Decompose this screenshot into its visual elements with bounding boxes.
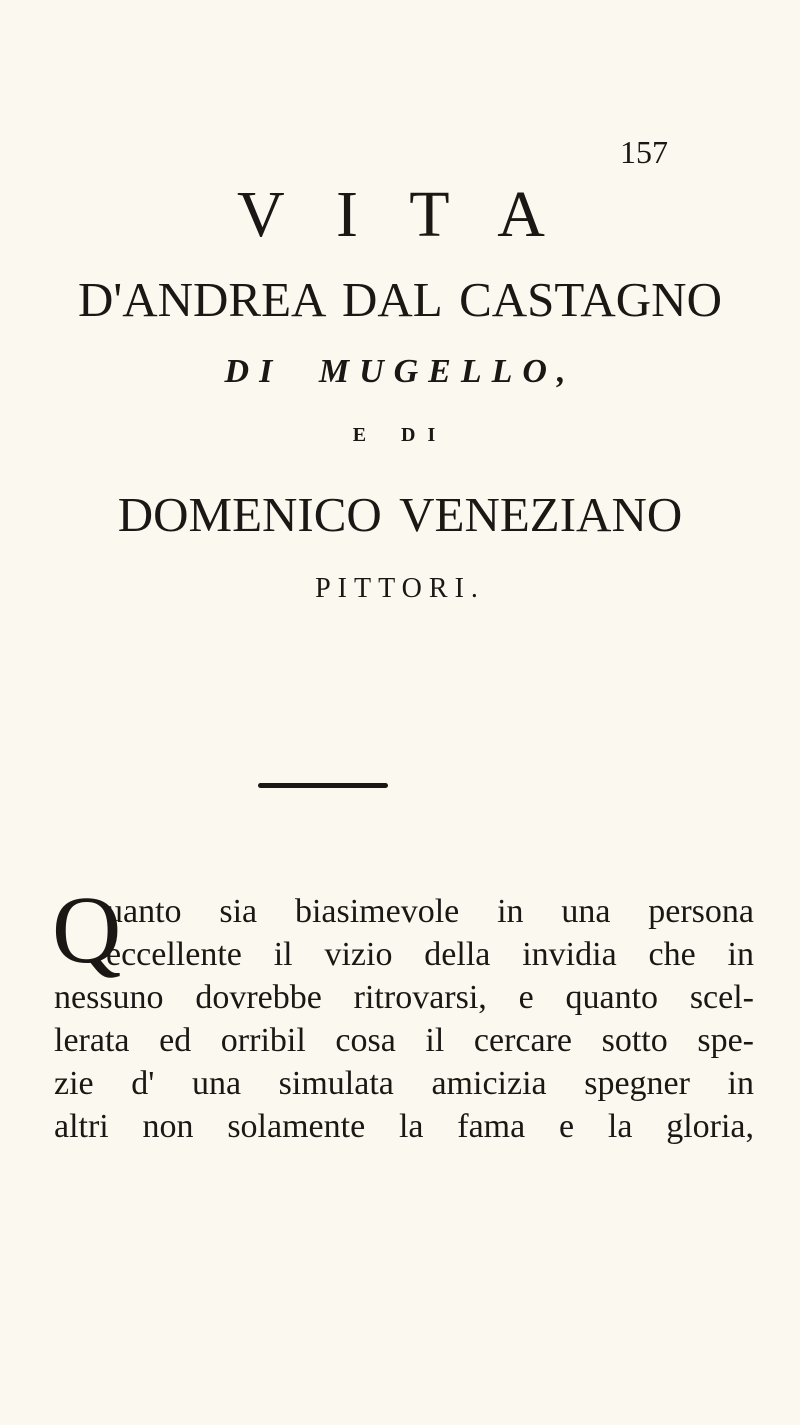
body-line: eccellente il vizio della invidia che in	[106, 936, 754, 973]
drop-cap: Q	[52, 876, 122, 983]
chapter-role: PITTORI.	[315, 573, 485, 604]
body-line: zie d' una simulata amicizia spegner in	[54, 1065, 754, 1102]
section-divider	[258, 783, 388, 788]
chapter-place: DI MUGELLO,	[224, 353, 576, 390]
chapter-conjunction: E DI	[352, 424, 448, 446]
chapter-title: V I T A	[237, 178, 563, 251]
chapter-name: DOMENICO VENEZIANO	[117, 487, 683, 542]
body-line: uanto sia biasimevole in una persona	[106, 893, 754, 930]
page-number: 157	[620, 134, 668, 170]
body-line: nessuno dovrebbe ritrovarsi, e quanto scel-	[54, 979, 754, 1016]
body-paragraph	[54, 890, 754, 1148]
body-line: altri non solamente la fama e la gloria,	[54, 1108, 754, 1145]
chapter-subtitle: D'ANDREA DAL CASTAGNO	[78, 272, 722, 327]
body-line: lerata ed orribil cosa il cercare sotto spe-	[54, 1022, 754, 1059]
